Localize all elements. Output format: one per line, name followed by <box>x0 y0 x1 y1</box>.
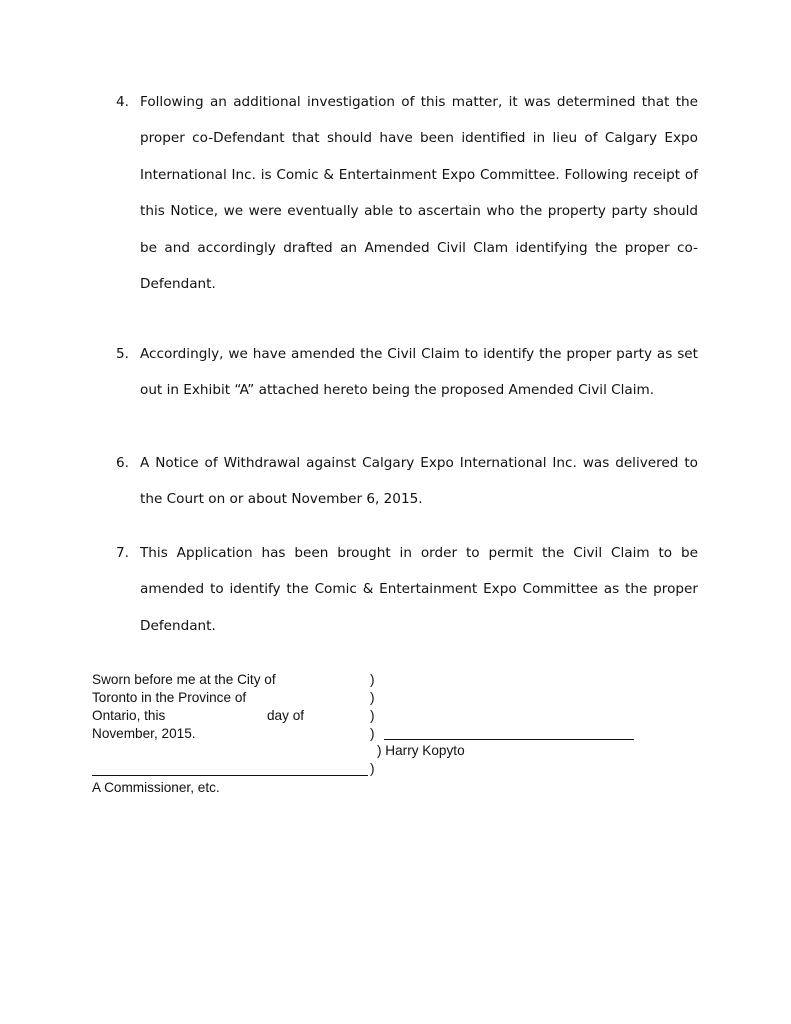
paragraph-4 <box>116 84 698 302</box>
jurat-line-1: Sworn before me at the City of <box>92 672 276 687</box>
paragraph-7 <box>116 535 698 644</box>
paragraph-number: 5. <box>116 346 129 362</box>
deponent-name: ) Harry Kopyto <box>377 743 465 758</box>
jurat-line-3 <box>92 707 372 725</box>
deponent-signature-line <box>384 739 634 740</box>
jurat-line-2: Toronto in the Province of <box>92 689 247 705</box>
paragraph-text: This Application has been brought in order to permit the Civil Claim to be amended to identify the Comic & Entertainment Expo Committee as the proper Defendant. <box>140 545 698 634</box>
jurat-block <box>92 671 372 743</box>
bracket: ) <box>370 761 375 777</box>
bracket-spacer <box>370 743 375 761</box>
paragraph-number: 6. <box>116 455 129 471</box>
bracket: ) <box>370 725 375 741</box>
bracket: ) <box>370 672 375 687</box>
paragraph-number: 4. <box>116 94 129 110</box>
paragraph-text: A Notice of Withdrawal against Calgary Expo International Inc. was delivered to the Court on or about November 6, 2015. <box>140 455 698 508</box>
jurat-ontario-this: Ontario, this <box>92 707 166 723</box>
commissioner-signature-line <box>92 775 368 776</box>
paragraph-5 <box>116 336 698 409</box>
jurat-brackets <box>370 671 375 778</box>
jurat-line-4: November, 2015. <box>92 725 196 741</box>
bracket: ) <box>370 689 375 705</box>
paragraph-text: Accordingly, we have amended the Civil Claim to identify the proper party as set out in Exhibit “A” attached hereto being the proposed Amended Civil Claim. <box>140 346 698 399</box>
jurat-day-of: day of <box>267 707 305 723</box>
paragraph-6 <box>116 445 698 518</box>
paragraph-number: 7. <box>116 545 129 561</box>
paragraph-text: Following an additional investigation of this matter, it was determined that the proper co-Defendant that should have been identified in lieu of Calgary Expo International Inc. is Comic & Entertainment Expo Committee. Following receipt of this Notice, we were eventually able to ascertain who the property party should be and accordingly drafted an Amended Civil Clam identifying the proper co-Defendant. <box>140 94 698 293</box>
commissioner-label: A Commissioner, etc. <box>92 780 220 795</box>
bracket: ) <box>370 707 375 723</box>
